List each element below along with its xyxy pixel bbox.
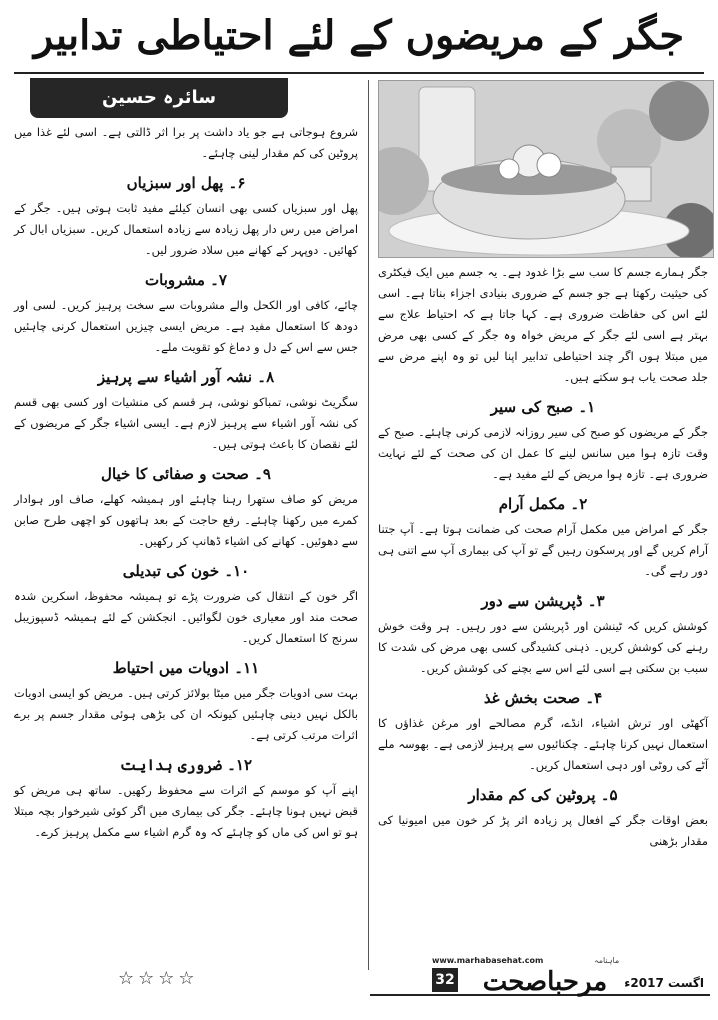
end-stars: ☆☆☆☆ bbox=[118, 968, 199, 989]
section-text: اگر خون کے انتقال کی ضرورت پڑے تو ہمیشہ محفوظ، اسکرین شدہ صحت مند اور معیاری خون لگوائیں۔ انجکشن کے لئے ہمیشہ ڈسپوزیبل سرنج کا استعمال کریں۔ bbox=[14, 589, 358, 645]
breakfast-illustration bbox=[379, 81, 713, 257]
section-text: مریض کو صاف ستھرا رہنا چاہئے اور ہمیشہ کھلے، صاف اور ہوادار کمرے میں رکھنا چاہئے۔ رفع حاجت کے بعد ہاتھوں کو اچھی طرح صابن سے دھوئیں۔ کھانے کی اشیاء ڈھانپ کر رکھیں۔ bbox=[14, 492, 358, 548]
page-number: 32 bbox=[432, 968, 458, 992]
section-text: اپنے آپ کو موسم کے اثرات سے محفوظ رکھیں۔ ساتھ ہی مریض کو قبض نہیں ہونا چاہئے۔ جگر کی بیماری میں اگر کوئی شیرخوار بچہ مبتلا ہو تو اس کی ماں کو چاہئے کہ وہ گرم اشیاء سے مکمل پرہیز کرے۔ bbox=[14, 783, 358, 839]
section-heading: ۱۰۔ خون کی تبدیلی bbox=[122, 562, 250, 580]
section-heading: ۷۔ مشروبات bbox=[145, 271, 227, 289]
section-text: چائے، کافی اور الکحل والے مشروبات سے سخت پرہیز کریں۔ لسی اور دودھ کا استعمال مفید ہے۔ مریض ایسی چیزیں استعمال کرنی چاہئیں جس سے اس کے دل و دماغ کو تقویت ملے۔ bbox=[14, 298, 358, 354]
right-column bbox=[378, 262, 708, 854]
section-text: بہت سی ادویات جگر میں میٹا بولائز کرتی ہیں۔ مریض کو ایسی ادویات بالکل نہیں دینی چاہئیں کیونکہ ان کی بڑھی ہوئی مقدار جسم پر برے اثرات مرتب کرتی ہے۔ bbox=[14, 686, 358, 742]
section-heading: ۱۔ صبح کی سیر bbox=[490, 398, 596, 416]
left-intro: شروع ہوجاتی ہے جو یاد داشت پر برا اثر ڈالتی ہے۔ اسی لئے غذا میں پروٹین کی کم مقدار لینی چاہئے۔ bbox=[14, 125, 358, 160]
magazine-logo: مرحباصحت bbox=[482, 967, 608, 997]
right-intro: جگر ہمارے جسم کا سب سے بڑا غدود ہے۔ یہ جسم میں ایک فیکٹری کی حیثیت رکھتا ہے جو جسم کے ضروری بنیادی اجزاء بناتا ہے۔ اسی لئے اس کی حفاظت ضروری ہے۔ کہا جاتا ہے کہ احتیاط علاج سے بہتر ہے اسی لئے جگر کے مریض خواہ وہ جگر کے کسی بھی مرض میں مبتلا ہوں اگر چند احتیاطی تدابیر اپنا لیں تو وہ اپنے مرض سے جلد صحت یاب ہو سکتے ہیں۔ bbox=[378, 265, 708, 384]
issue-date: اگست 2017ء bbox=[624, 976, 704, 990]
author-name: سائرہ حسین bbox=[101, 87, 217, 108]
page-title: جگر کے مریضوں کے لئے احتیاطی تدابیر bbox=[33, 12, 685, 59]
section-text: بعض اوقات جگر کے افعال پر زیادہ اثر پڑ کر خون میں امیونیا کی مقدار بڑھنی bbox=[378, 813, 708, 848]
section-heading: ۱۱۔ ادویات میں احتیاط bbox=[112, 659, 260, 677]
breakfast-photo bbox=[378, 80, 714, 258]
section-heading: ۹۔ صحت و صفائی کا خیال bbox=[101, 465, 271, 483]
website-link[interactable]: www.marhabasehat.com bbox=[432, 956, 544, 965]
section-heading: ۶۔ پھل اور سبزیاں bbox=[126, 174, 246, 192]
fruit-icon bbox=[649, 81, 709, 141]
section-heading: ۸۔ نشہ آور اشیاء سے پرہیز bbox=[97, 368, 275, 386]
monthly-label: ماہنامہ bbox=[594, 956, 620, 965]
section-text: کوشش کریں کہ ٹینشن اور ڈپریشن سے دور رہیں۔ ہر وقت خوش رہنے کی کوشش کریں۔ ذہنی کشیدگی کسی بھی مرض کی شدت کا سبب بن سکتی ہے اسی لئے اس سے بچنے کی کوشش کریں۔ bbox=[378, 619, 708, 675]
left-column bbox=[14, 122, 358, 845]
section-text: پھل اور سبزیاں کسی بھی انسان کیلئے مفید ثابت ہوتی ہیں۔ جگر کے امراض میں رس دار پھل زیادہ سے زیادہ استعمال کریں۔ سبزیاں ابال کر کھائیں۔ دوپہر کے کھانے میں سلاد ضرور لیں۔ bbox=[14, 201, 358, 257]
section-text: جگر کے مریضوں کو صبح کی سیر روزانہ لازمی کرنی چاہئے۔ صبح کے وقت تازہ ہوا میں سانس لینے کا عمل ان کی صحت کے لئے نہایت ضروری ہے۔ تازہ ہوا مریض کے لئے مفید ہے۔ bbox=[378, 425, 708, 481]
section-heading: ۱۲۔ ضروری ہدایت bbox=[119, 756, 253, 774]
section-text: جگر کے امراض میں مکمل آرام صحت کی ضمانت ہوتا ہے۔ آپ جتنا آرام کریں گے اور پرسکون رہیں گے تو آپ کی بیماری آپ سے اتنی ہی دور رہے گی۔ bbox=[378, 522, 708, 578]
section-heading: ۳۔ ڈپریشن سے دور bbox=[481, 592, 605, 610]
section-heading: ۴۔ صحت بخش غذ bbox=[483, 689, 603, 707]
section-text: سگریٹ نوشی، تمباکو نوشی، ہر قسم کی منشیات اور کسی بھی قسم کی نشہ آور اشیاء سے پرہیز لازم ہے۔ ایسی اشیاء جگر کے مریضوں کے لئے نقصان کا باعث ہوتی ہیں۔ bbox=[14, 395, 358, 451]
section-heading: ۵۔ پروٹین کی کم مقدار bbox=[468, 786, 618, 804]
section-heading: ۲۔ مکمل آرام bbox=[498, 495, 588, 513]
page-footer bbox=[370, 956, 710, 1020]
author-banner bbox=[30, 78, 288, 118]
section-text: آکھٹی اور ترش اشیاء، انڈے، گرم مصالحے اور مرغن غذاؤں کا استعمال نہیں کرنا چاہئے۔ چکنائیوں سے پرہیز لازمی ہے۔ بھوسہ ملے آٹے کی روٹی اور دہی استعمال کریں۔ bbox=[378, 716, 708, 772]
column-divider bbox=[368, 80, 369, 970]
title-rule bbox=[14, 72, 704, 74]
